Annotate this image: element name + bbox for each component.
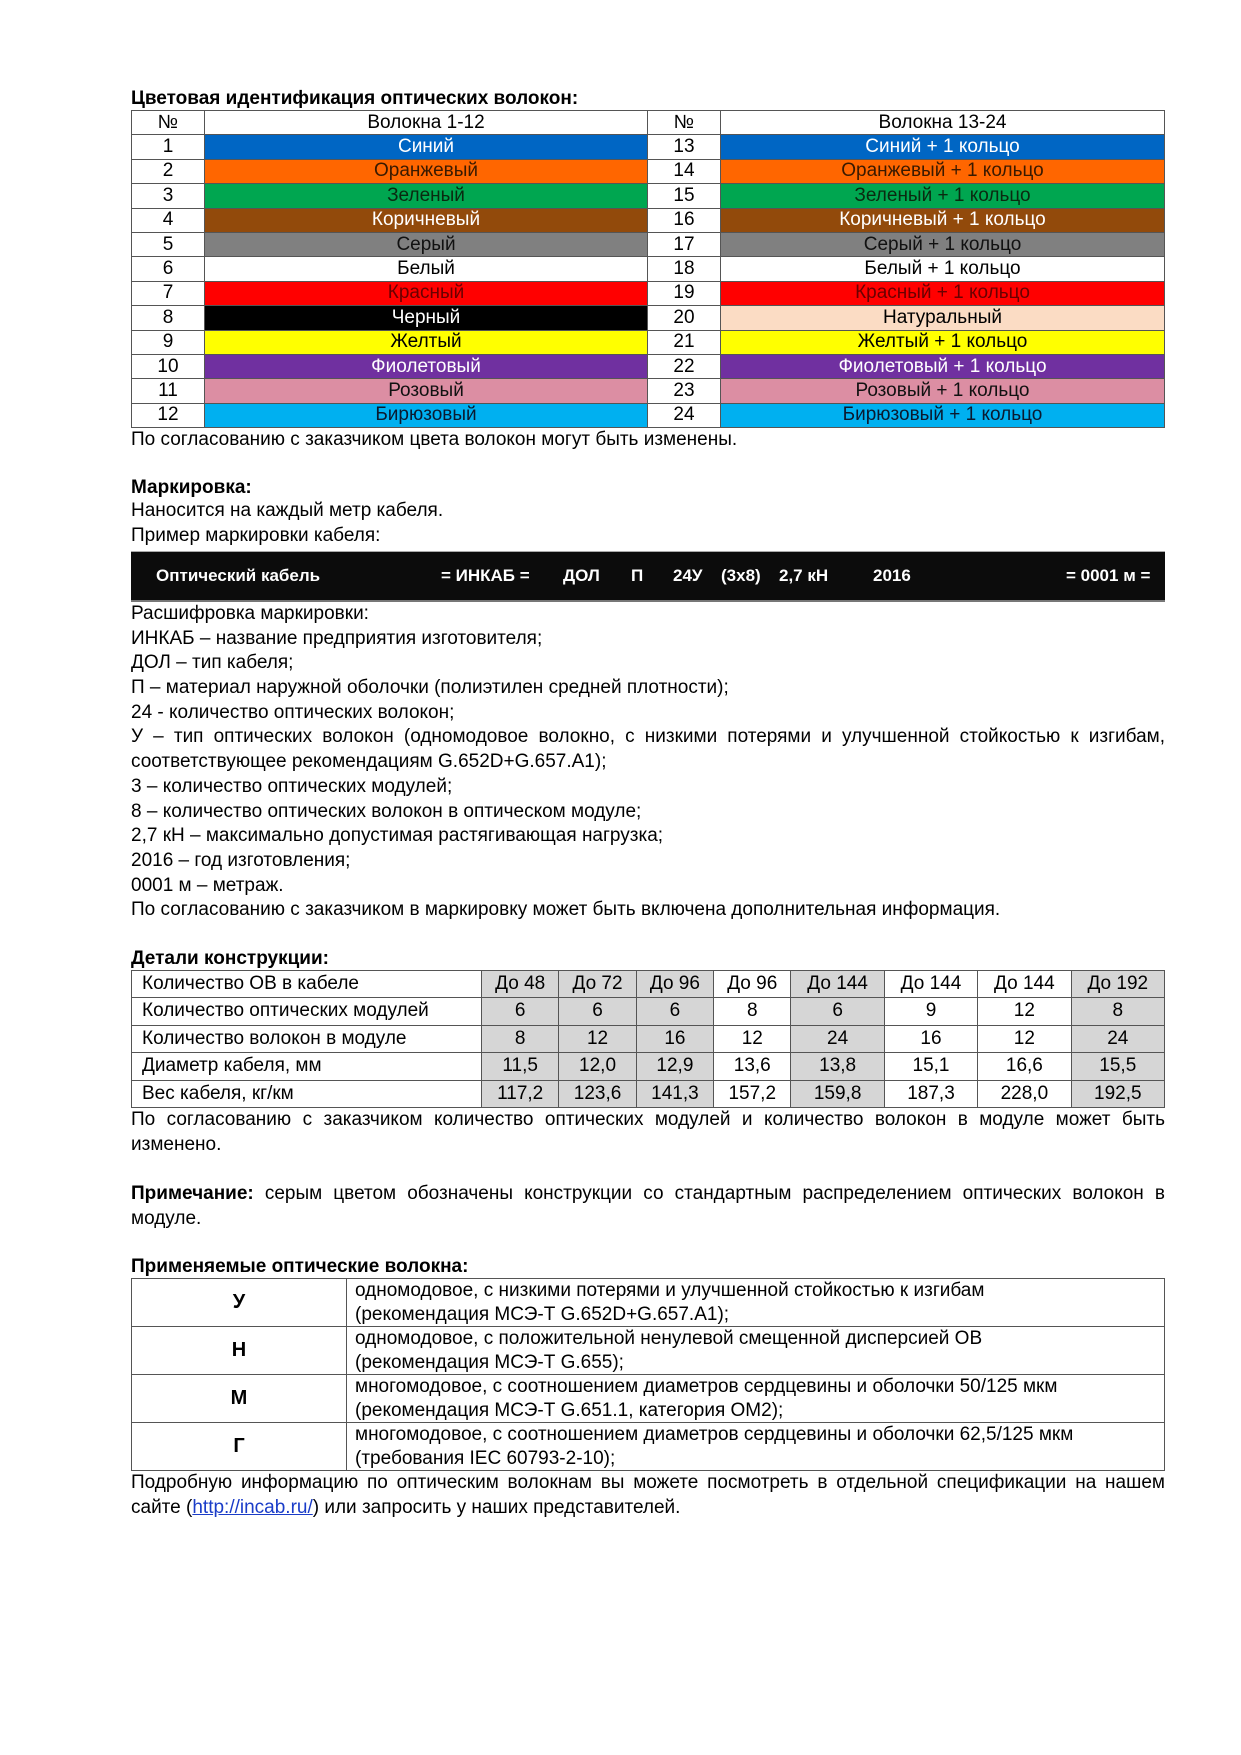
fiber-number: 12 xyxy=(132,403,205,427)
construction-remark xyxy=(131,1182,1165,1231)
fiber-number: 17 xyxy=(648,232,721,256)
color-row xyxy=(132,403,1165,427)
marking-sheath: П xyxy=(631,565,644,585)
marking-line-1: Наносится на каждый метр кабеля. xyxy=(131,500,444,522)
fiber-number: 4 xyxy=(132,208,205,232)
construction-cell: 16 xyxy=(884,1025,977,1053)
marking-decode-list xyxy=(131,627,1165,899)
fiber-color: Натуральный xyxy=(721,306,1165,330)
fiber-color: Серый + 1 кольцо xyxy=(721,232,1165,256)
construction-row xyxy=(132,970,1165,998)
construction-cell: До 72 xyxy=(559,970,636,998)
construction-row xyxy=(132,998,1165,1026)
decode-item: 3 – количество оптических модулей; xyxy=(131,775,453,797)
marking-note: По согласованию с заказчиком в маркировку может быть включена дополнительная информация. xyxy=(131,899,1001,921)
construction-table xyxy=(131,970,1165,1109)
header-num-1: № xyxy=(132,111,205,135)
decode-item: 8 – количество оптических волокон в оптическом модуле; xyxy=(131,800,642,822)
color-id-body xyxy=(132,135,1165,428)
fiber-color: Синий + 1 кольцо xyxy=(721,135,1165,159)
fiber-type-line-2: (требования IEC 60793-2-10); xyxy=(355,1447,616,1469)
fiber-number: 14 xyxy=(648,159,721,183)
construction-row-label: Вес кабеля, кг/км xyxy=(132,1080,482,1108)
construction-cell: До 144 xyxy=(978,970,1071,998)
fibers-footer-before: Подробную информацию по оптическим волокнам вы можете посмотреть в отдельной спецификации на нашем сайте ( xyxy=(131,1472,1165,1519)
fiber-number: 20 xyxy=(648,306,721,330)
fiber-type-line-1: многомодовое, с соотношением диаметров сердцевины и оболочки 62,5/125 мкм xyxy=(355,1424,1074,1446)
decode-item: 0001 м – метраж. xyxy=(131,874,284,896)
fiber-number: 9 xyxy=(132,330,205,354)
color-row xyxy=(132,379,1165,403)
color-id-header-row xyxy=(132,111,1165,135)
fiber-type-row xyxy=(132,1279,1165,1327)
marking-type: ДОЛ xyxy=(563,565,600,585)
fiber-number: 1 xyxy=(132,135,205,159)
construction-cell: 12 xyxy=(714,1025,791,1053)
fiber-type-code: М xyxy=(132,1375,347,1423)
fiber-color: Оранжевый + 1 кольцо xyxy=(721,159,1165,183)
marking-maker: = ИНКАБ = xyxy=(441,565,530,585)
construction-cell: 8 xyxy=(714,998,791,1026)
construction-cell: 187,3 xyxy=(884,1080,977,1108)
color-id-title: Цветовая идентификация оптических волокон: xyxy=(131,88,579,109)
color-row xyxy=(132,354,1165,378)
fiber-color: Розовый xyxy=(205,379,648,403)
fiber-color: Оранжевый xyxy=(205,159,648,183)
construction-cell: 16 xyxy=(636,1025,713,1053)
fiber-number: 8 xyxy=(132,306,205,330)
fiber-number: 5 xyxy=(132,232,205,256)
color-row xyxy=(132,184,1165,208)
fibers-title: Применяемые оптические волокна: xyxy=(131,1256,469,1278)
fiber-color: Красный xyxy=(205,281,648,305)
fiber-color: Желтый + 1 кольцо xyxy=(721,330,1165,354)
fiber-type-description xyxy=(347,1279,1165,1327)
construction-cell: 9 xyxy=(884,998,977,1026)
fiber-type-code: Г xyxy=(132,1423,347,1471)
construction-row xyxy=(132,1053,1165,1081)
construction-cell: 6 xyxy=(791,998,884,1026)
marking-load: 2,7 кН xyxy=(779,565,829,585)
fiber-number: 7 xyxy=(132,281,205,305)
construction-row-label: Количество оптических модулей xyxy=(132,998,482,1026)
fiber-type-row xyxy=(132,1327,1165,1375)
construction-cell: 6 xyxy=(559,998,636,1026)
fiber-color: Красный + 1 кольцо xyxy=(721,281,1165,305)
fiber-color: Бирюзовый + 1 кольцо xyxy=(721,403,1165,427)
color-row xyxy=(132,159,1165,183)
fiber-color: Зеленый + 1 кольцо xyxy=(721,184,1165,208)
construction-note: По согласованию с заказчиком количество оптических модулей и количество волокон в модуле может быть изменено. xyxy=(131,1109,1165,1155)
construction-cell: 15,1 xyxy=(884,1053,977,1081)
decode-item: 2,7 кН – максимально допустимая растягивающая нагрузка; xyxy=(131,825,664,847)
construction-cell: 228,0 xyxy=(978,1080,1071,1108)
marking-example-strip xyxy=(131,551,1165,602)
decode-item: 24 - количество оптических волокон; xyxy=(131,701,455,723)
construction-cell: 13,8 xyxy=(791,1053,884,1081)
decode-item: У – тип оптических волокон (одномодовое волокно, с низкими потерями и улучшенной стойкостью к изгибам, соответствующее рекомендациям G.652D+G.657.A1); xyxy=(131,726,1165,773)
fiber-number: 3 xyxy=(132,184,205,208)
fiber-color: Розовый + 1 кольцо xyxy=(721,379,1165,403)
construction-cell: 15,5 xyxy=(1071,1053,1164,1081)
construction-cell: 11,5 xyxy=(482,1053,559,1081)
color-id-note: По согласованию с заказчиком цвета волокон могут быть изменены. xyxy=(131,429,738,451)
marking-title: Маркировка: xyxy=(131,477,252,499)
construction-cell: До 144 xyxy=(884,970,977,998)
fiber-color: Желтый xyxy=(205,330,648,354)
fibers-footer-after: ) или запросить у наших представителей. xyxy=(312,1497,681,1519)
fiber-color: Фиолетовый xyxy=(205,354,648,378)
fiber-type-line-1: многомодовое, с соотношением диаметров сердцевины и оболочки 50/125 мкм xyxy=(355,1376,1058,1398)
construction-cell: До 96 xyxy=(636,970,713,998)
fiber-type-description xyxy=(347,1375,1165,1423)
fiber-color: Серый xyxy=(205,232,648,256)
construction-cell: 141,3 xyxy=(636,1080,713,1108)
fiber-number: 22 xyxy=(648,354,721,378)
fiber-color: Зеленый xyxy=(205,184,648,208)
fiber-color: Бирюзовый xyxy=(205,403,648,427)
construction-cell: 6 xyxy=(482,998,559,1026)
construction-title: Детали конструкции: xyxy=(131,947,329,969)
header-num-2: № xyxy=(648,111,721,135)
decode-item: ИНКАБ – название предприятия изготовителя; xyxy=(131,627,543,649)
color-row xyxy=(132,257,1165,281)
document-page xyxy=(131,88,1165,1521)
marking-line-2: Пример маркировки кабеля: xyxy=(131,525,381,547)
marking-meter: = 0001 м = xyxy=(1066,565,1151,585)
fiber-color: Синий xyxy=(205,135,648,159)
fiber-color: Белый + 1 кольцо xyxy=(721,257,1165,281)
decode-item: П – материал наружной оболочки (полиэтилен средней плотности); xyxy=(131,676,729,698)
color-row xyxy=(132,281,1165,305)
fiber-type-line-2: (рекомендация МСЭ-Т G.651.1, категория ОМ2); xyxy=(355,1399,784,1421)
construction-cell: 12 xyxy=(978,998,1071,1026)
construction-row xyxy=(132,1080,1165,1108)
construction-cell: До 96 xyxy=(714,970,791,998)
fiber-number: 16 xyxy=(648,208,721,232)
color-row xyxy=(132,306,1165,330)
fiber-color: Белый xyxy=(205,257,648,281)
construction-cell: 16,6 xyxy=(978,1053,1071,1081)
fiber-color: Коричневый + 1 кольцо xyxy=(721,208,1165,232)
marking-year: 2016 xyxy=(873,565,911,585)
remark-label: Примечание: xyxy=(131,1183,254,1205)
construction-cell: 12,9 xyxy=(636,1053,713,1081)
construction-cell: До 192 xyxy=(1071,970,1164,998)
construction-cell: 8 xyxy=(1071,998,1164,1026)
construction-cell: 8 xyxy=(482,1025,559,1053)
fiber-type-code: Н xyxy=(132,1327,347,1375)
color-row xyxy=(132,208,1165,232)
fiber-type-line-1: одномодовое, с положительной ненулевой смещенной дисперсией ОВ xyxy=(355,1328,983,1350)
fiber-number: 11 xyxy=(132,379,205,403)
construction-cell: 117,2 xyxy=(482,1080,559,1108)
construction-cell: 13,6 xyxy=(714,1053,791,1081)
fiber-number: 13 xyxy=(648,135,721,159)
fiber-number: 6 xyxy=(132,257,205,281)
fiber-type-description xyxy=(347,1423,1165,1471)
fiber-number: 24 xyxy=(648,403,721,427)
fiber-number: 19 xyxy=(648,281,721,305)
fiber-number: 21 xyxy=(648,330,721,354)
construction-cell: До 144 xyxy=(791,970,884,998)
incab-link[interactable]: http://incab.ru/ xyxy=(192,1497,313,1519)
marking-decode-title: Расшифровка маркировки: xyxy=(131,602,369,624)
marking-fibers: 24У xyxy=(673,565,703,585)
fiber-type-description xyxy=(347,1327,1165,1375)
color-row xyxy=(132,232,1165,256)
fiber-number: 15 xyxy=(648,184,721,208)
construction-cell: 12 xyxy=(559,1025,636,1053)
construction-cell: 157,2 xyxy=(714,1080,791,1108)
marking-label: Оптический кабель xyxy=(156,565,321,585)
marking-modules: (3x8) xyxy=(721,565,761,585)
construction-row-label: Диаметр кабеля, мм xyxy=(132,1053,482,1081)
construction-cell: 123,6 xyxy=(559,1080,636,1108)
fiber-type-line-2: (рекомендация МСЭ-Т G.652D+G.657.A1); xyxy=(355,1303,730,1325)
color-row xyxy=(132,330,1165,354)
fiber-number: 2 xyxy=(132,159,205,183)
construction-cell: 6 xyxy=(636,998,713,1026)
fiber-type-code: У xyxy=(132,1279,347,1327)
header-fibers-13-24: Волокна 13-24 xyxy=(721,111,1165,135)
fiber-color: Черный xyxy=(205,306,648,330)
construction-cell: 12 xyxy=(978,1025,1071,1053)
fiber-color: Коричневый xyxy=(205,208,648,232)
fiber-number: 23 xyxy=(648,379,721,403)
color-row xyxy=(132,135,1165,159)
decode-item: ДОЛ – тип кабеля; xyxy=(131,652,294,674)
decode-item: 2016 – год изготовления; xyxy=(131,849,351,871)
fiber-number: 10 xyxy=(132,354,205,378)
construction-row xyxy=(132,1025,1165,1053)
fibers-footer xyxy=(131,1471,1165,1520)
construction-cell: 24 xyxy=(791,1025,884,1053)
color-id-table xyxy=(131,110,1165,428)
construction-cell: 24 xyxy=(1071,1025,1164,1053)
construction-cell: 159,8 xyxy=(791,1080,884,1108)
fibers-table xyxy=(131,1278,1165,1471)
construction-cell: 192,5 xyxy=(1071,1080,1164,1108)
construction-row-label: Количество ОВ в кабеле xyxy=(132,970,482,998)
construction-cell: До 48 xyxy=(482,970,559,998)
fiber-type-row xyxy=(132,1375,1165,1423)
construction-cell: 12,0 xyxy=(559,1053,636,1081)
fiber-color: Фиолетовый + 1 кольцо xyxy=(721,354,1165,378)
fiber-number: 18 xyxy=(648,257,721,281)
fiber-type-row xyxy=(132,1423,1165,1471)
fiber-type-line-1: одномодовое, с низкими потерями и улучшенной стойкостью к изгибам xyxy=(355,1280,985,1302)
remark-text: серым цветом обозначены конструкции со стандартным распределением оптических волокон в модуле. xyxy=(131,1183,1165,1229)
construction-row-label: Количество волокон в модуле xyxy=(132,1025,482,1053)
fiber-type-line-2: (рекомендация МСЭ-Т G.655); xyxy=(355,1351,624,1373)
header-fibers-1-12: Волокна 1-12 xyxy=(205,111,648,135)
